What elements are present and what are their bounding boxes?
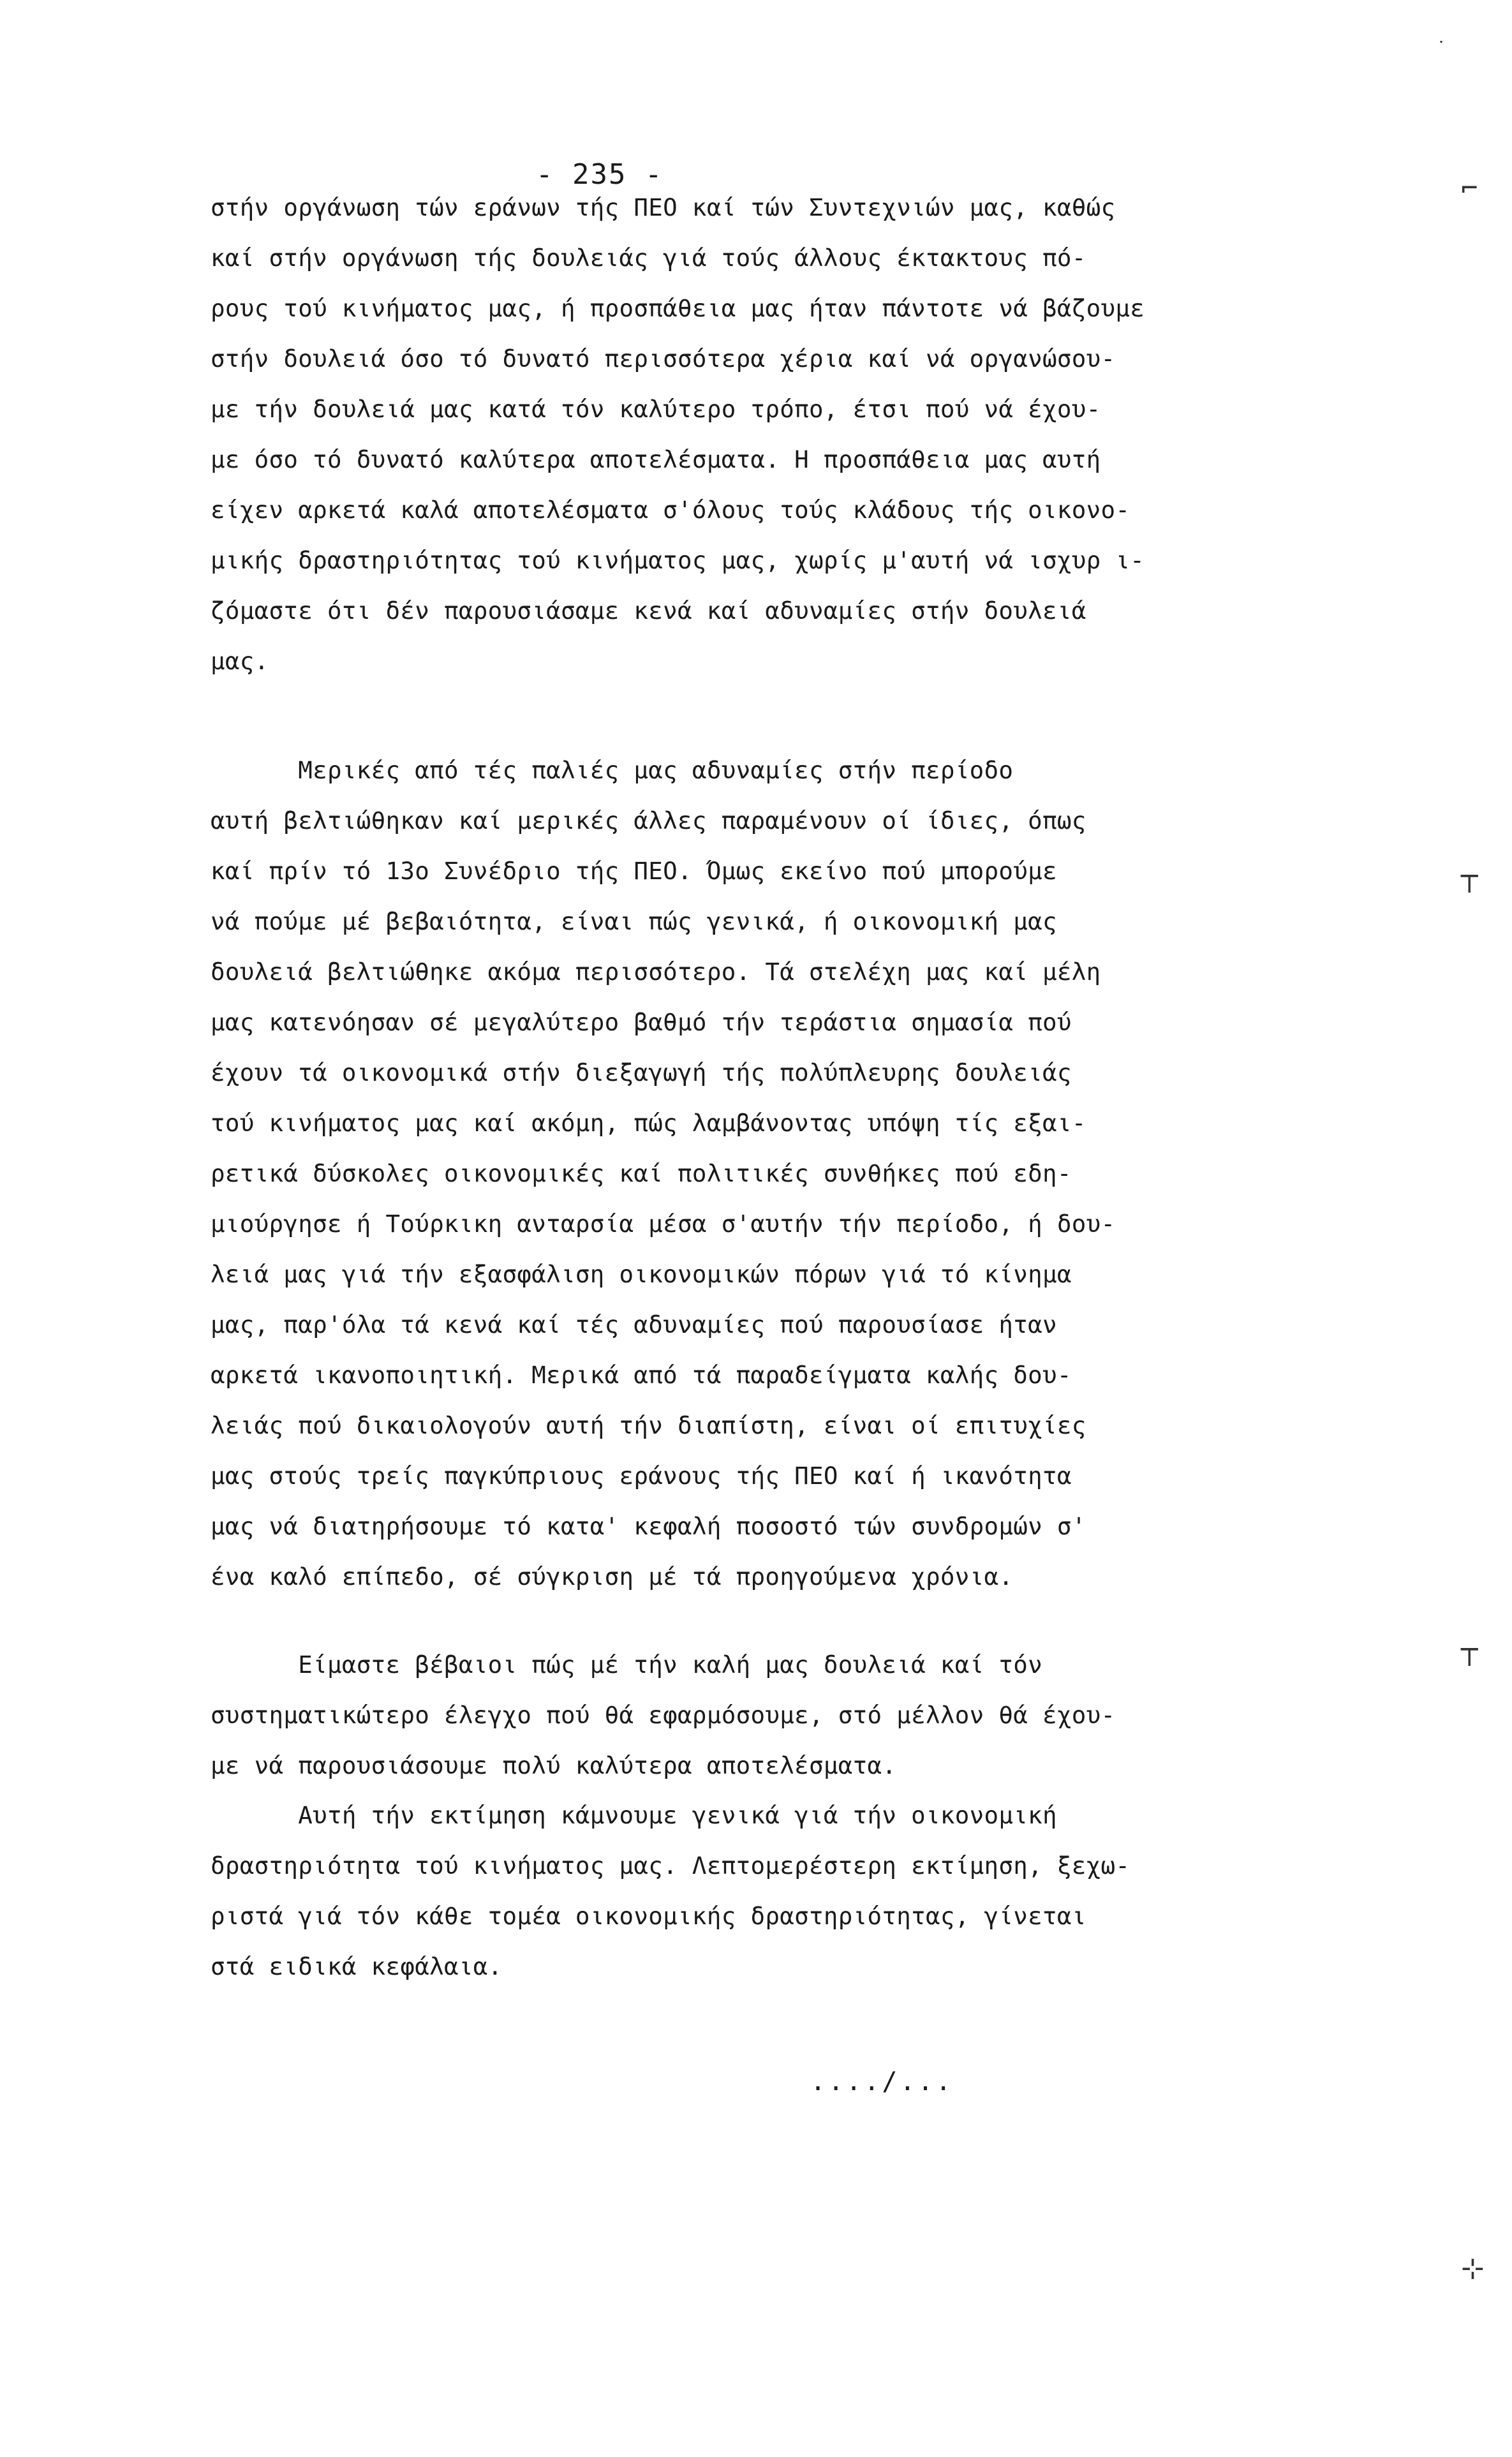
text-line: λειά μας γιά τήν εξασφάλιση οικονομικών πόρων γιά τό κίνημα (211, 1260, 1072, 1288)
text-line: ριστά γιά τόν κάθε τομέα οικονομικής δραστηριότητας, γίνεται (211, 1902, 1086, 1930)
text-line: Είμαστε βέβαιοι πώς μέ τήν καλή μας δουλειά καί τόν (211, 1651, 1042, 1679)
paragraph-3 (211, 1640, 1308, 1791)
text-line: συστηματικώτερο έλεγχο πού θά εφαρμόσουμε, στό μέλλον θά έχου- (211, 1701, 1116, 1729)
text-line: μας. (211, 647, 269, 675)
margin-tick-mark: ┬ (1461, 860, 1478, 893)
text-line: μας, παρ'όλα τά κενά καί τές αδυναμίες πού παρουσίασε ήταν (211, 1310, 1057, 1339)
margin-dash-mark: ⌐ (1461, 172, 1478, 205)
text-line: ρετικά δύσκολες οικονομικές καί πολιτικές συνθήκες πού εδη- (211, 1159, 1072, 1187)
text-line: καί στήν οργάνωση τής δουλειάς γιά τούς άλλους έκτακτους πό- (211, 244, 1086, 272)
text-line: μιούργησε ή Τούρκικη ανταρσία μέσα σ'αυτήν τήν περίοδο, ή δου- (211, 1210, 1116, 1238)
paragraph-2 (211, 745, 1308, 1602)
paragraph-4 (211, 1790, 1308, 1992)
text-line: στήν οργάνωση τών εράνων τής ΠΕΟ καί τών Συντεχνιών μας, καθώς (211, 193, 1116, 221)
text-line: με νά παρουσιάσουμε πολύ καλύτερα αποτελέσματα. (211, 1751, 897, 1779)
text-line: ένα καλό επίπεδο, σέ σύγκριση μέ τά προηγούμενα χρόνια. (211, 1563, 1014, 1591)
page-number: - 235 - (536, 158, 663, 191)
text-line: μας νά διατηρήσουμε τό κατα' κεφαλή ποσοστό τών συνδρομών σ' (211, 1512, 1086, 1540)
text-line: με τήν δουλειά μας κατά τόν καλύτερο τρόπο, έτσι πού νά έχου- (211, 395, 1101, 423)
text-line: μας κατενόησαν σέ μεγαλύτερο βαθμό τήν τεράστια σημασία πού (211, 1008, 1072, 1036)
margin-tick-mark: ┬ (1461, 1633, 1478, 1666)
text-line: στήν δουλειά όσο τό δυνατό περισσότερα χέρια καί νά οργανώσου- (211, 345, 1116, 373)
text-line: Μερικές από τές παλιές μας αδυναμίες στήν περίοδο (211, 756, 1014, 784)
text-line: με όσο τό δυνατό καλύτερα αποτελέσματα. Η προσπάθεια μας αυτή (211, 445, 1101, 473)
margin-tick-mark: ⊹ (1461, 2252, 1485, 2285)
text-line: στά ειδικά κεφάλαια. (211, 1952, 503, 1980)
text-line: μας στούς τρείς παγκύπριους εράνους τής ΠΕΟ καί ή ικανότητα (211, 1462, 1072, 1490)
scan-speck-mark: ˙ (1435, 38, 1448, 61)
text-line: καί πρίν τό 13ο Συνέδριο τής ΠΕΟ. Όμως εκείνο πού μπορούμε (211, 857, 1057, 885)
continuation-marker: ..../... (810, 2067, 954, 2097)
text-line: δουλειά βελτιώθηκε ακόμα περισσότερο. Τά στελέχη μας καί μέλη (211, 958, 1101, 986)
text-line: αρκετά ικανοποιητική. Μερικά από τά παραδείγματα καλής δου- (211, 1361, 1072, 1389)
text-line: νά πούμε μέ βεβαιότητα, είναι πώς γενικά, ή οικονομική μας (211, 907, 1057, 935)
text-line: δραστηριότητα τού κινήματος μας. Λεπτομερέστερη εκτίμηση, ξεχω- (211, 1852, 1130, 1880)
text-line: μικής δραστηριότητας τού κινήματος μας, χωρίς μ'αυτή νά ισχυρ ι- (211, 546, 1145, 574)
text-line: ρους τού κινήματος μας, ή προσπάθεια μας ήταν πάντοτε νά βάζουμε (211, 294, 1145, 322)
text-line: λειάς πού δικαιολογούν αυτή τήν διαπίστη, είναι οί επιτυχίες (211, 1411, 1086, 1439)
paragraph-1 (211, 182, 1308, 687)
text-line: έχουν τά οικονομικά στήν διεξαγωγή τής πολύπλευρης δουλειάς (211, 1058, 1072, 1087)
text-line: ζόμαστε ότι δέν παρουσιάσαμε κενά καί αδυναμίες στήν δουλειά (211, 597, 1086, 625)
text-line: αυτή βελτιώθηκαν καί μερικές άλλες παραμένουν οί ίδιες, όπως (211, 806, 1086, 835)
text-line: τού κινήματος μας καί ακόμη, πώς λαμβάνοντας υπόψη τίς εξαι- (211, 1109, 1086, 1137)
text-line: είχεν αρκετά καλά αποτελέσματα σ'όλους τούς κλάδους τής οικονο- (211, 496, 1130, 524)
text-line: Αυτή τήν εκτίμηση κάμνουμε γενικά γιά τήν οικονομική (211, 1801, 1057, 1829)
